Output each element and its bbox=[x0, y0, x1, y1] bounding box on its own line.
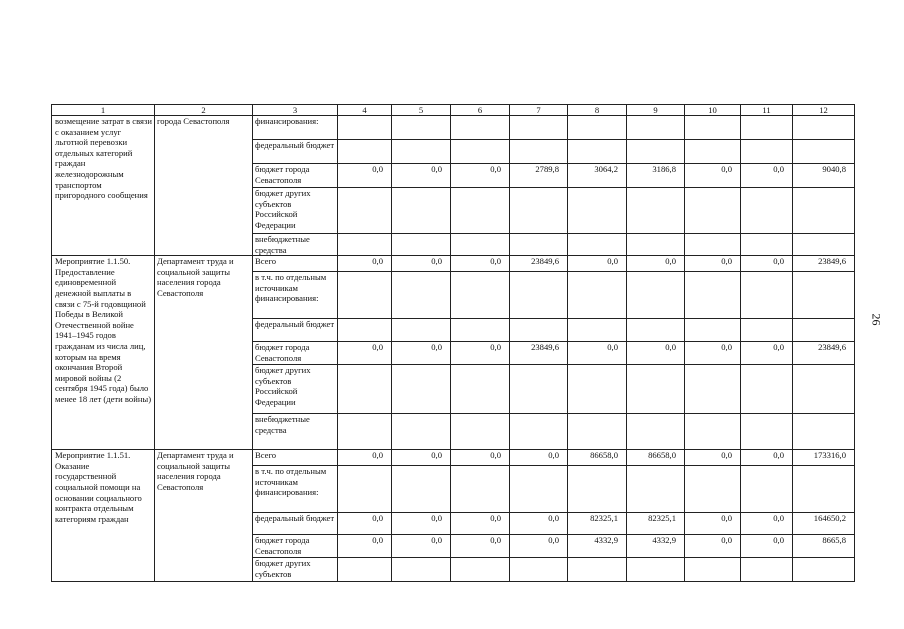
amount-cell: 86658,0 bbox=[568, 450, 627, 466]
funding-source-cell: бюджет других субъектов Российской Федерации bbox=[253, 365, 338, 414]
amount-cell: 23849,6 bbox=[793, 256, 855, 272]
column-number-row bbox=[52, 105, 855, 116]
amount-cell bbox=[451, 558, 510, 582]
amount-cell bbox=[568, 365, 627, 414]
measure-name-cell: Мероприятие 1.1.50. Предоставление единовременной денежной выплаты в связи с 75-й годовщиной Победы в Великой Отечественной войне 1941–1945 годов гражданам из числа лиц, которым на время окончания Второй мировой войны (2 сентября 1945 года) было менее 18 лет (дети войны) bbox=[52, 256, 155, 450]
amount-cell: 2789,8 bbox=[510, 164, 568, 188]
amount-cell bbox=[338, 558, 392, 582]
amount-cell bbox=[338, 414, 392, 450]
funding-source-cell: федеральный бюджет bbox=[253, 513, 338, 535]
amount-cell: 4332,9 bbox=[627, 535, 685, 558]
amount-cell: 4332,9 bbox=[568, 535, 627, 558]
amount-cell bbox=[741, 558, 793, 582]
amount-cell bbox=[741, 116, 793, 140]
funding-source-cell: финансирования: bbox=[253, 116, 338, 140]
amount-cell bbox=[741, 414, 793, 450]
amount-cell: 0,0 bbox=[392, 342, 451, 365]
amount-cell: 0,0 bbox=[451, 256, 510, 272]
amount-cell: 0,0 bbox=[568, 342, 627, 365]
amount-cell bbox=[392, 319, 451, 342]
executor-cell: города Севастополя bbox=[155, 116, 253, 256]
amount-cell bbox=[392, 116, 451, 140]
amount-cell bbox=[338, 466, 392, 513]
amount-cell bbox=[741, 466, 793, 513]
amount-cell bbox=[685, 558, 741, 582]
amount-cell: 173316,0 bbox=[793, 450, 855, 466]
table-row bbox=[52, 450, 855, 466]
amount-cell bbox=[451, 234, 510, 256]
amount-cell bbox=[793, 188, 855, 234]
amount-cell: 0,0 bbox=[741, 342, 793, 365]
amount-cell bbox=[338, 140, 392, 164]
amount-cell bbox=[338, 272, 392, 319]
amount-cell: 3064,2 bbox=[568, 164, 627, 188]
amount-cell bbox=[568, 414, 627, 450]
amount-cell bbox=[793, 558, 855, 582]
funding-source-cell: бюджет других субъектов Российской Федерации bbox=[253, 188, 338, 234]
column-header: 5 bbox=[392, 105, 451, 116]
amount-cell bbox=[510, 140, 568, 164]
amount-cell bbox=[392, 234, 451, 256]
amount-cell bbox=[685, 234, 741, 256]
amount-cell bbox=[627, 558, 685, 582]
amount-cell: 0,0 bbox=[451, 342, 510, 365]
amount-cell bbox=[627, 188, 685, 234]
table-row bbox=[52, 116, 855, 140]
amount-cell: 0,0 bbox=[741, 256, 793, 272]
amount-cell bbox=[741, 234, 793, 256]
amount-cell bbox=[793, 365, 855, 414]
funding-source-cell: в т.ч. по отдельным источникам финансирования: bbox=[253, 466, 338, 513]
amount-cell bbox=[451, 365, 510, 414]
column-header: 9 bbox=[627, 105, 685, 116]
funding-source-cell: бюджет других субъектов bbox=[253, 558, 338, 582]
amount-cell: 0,0 bbox=[392, 256, 451, 272]
amount-cell: 0,0 bbox=[510, 450, 568, 466]
amount-cell: 0,0 bbox=[510, 513, 568, 535]
amount-cell: 0,0 bbox=[685, 342, 741, 365]
amount-cell bbox=[741, 188, 793, 234]
column-header: 3 bbox=[253, 105, 338, 116]
table-body bbox=[52, 105, 855, 582]
amount-cell bbox=[568, 188, 627, 234]
amount-cell bbox=[568, 272, 627, 319]
funding-source-cell: федеральный бюджет bbox=[253, 319, 338, 342]
amount-cell bbox=[510, 414, 568, 450]
amount-cell bbox=[741, 365, 793, 414]
amount-cell bbox=[451, 319, 510, 342]
amount-cell bbox=[685, 272, 741, 319]
amount-cell bbox=[392, 365, 451, 414]
funding-source-cell: федеральный бюджет bbox=[253, 140, 338, 164]
column-header: 6 bbox=[451, 105, 510, 116]
amount-cell bbox=[568, 140, 627, 164]
amount-cell: 0,0 bbox=[685, 256, 741, 272]
amount-cell: 0,0 bbox=[685, 450, 741, 466]
amount-cell: 0,0 bbox=[338, 342, 392, 365]
funding-source-cell: внебюджетные средства bbox=[253, 414, 338, 450]
amount-cell bbox=[392, 272, 451, 319]
amount-cell bbox=[741, 272, 793, 319]
amount-cell: 0,0 bbox=[741, 450, 793, 466]
amount-cell: 0,0 bbox=[338, 450, 392, 466]
executor-cell: Департамент труда и социальной защиты населения города Севастополя bbox=[155, 256, 253, 450]
amount-cell: 3186,8 bbox=[627, 164, 685, 188]
amount-cell bbox=[451, 188, 510, 234]
amount-cell: 164650,2 bbox=[793, 513, 855, 535]
funding-source-cell: Всего bbox=[253, 450, 338, 466]
amount-cell: 0,0 bbox=[338, 164, 392, 188]
amount-cell bbox=[568, 558, 627, 582]
amount-cell: 0,0 bbox=[627, 256, 685, 272]
amount-cell: 9040,8 bbox=[793, 164, 855, 188]
amount-cell bbox=[685, 365, 741, 414]
amount-cell bbox=[392, 188, 451, 234]
amount-cell: 0,0 bbox=[392, 535, 451, 558]
column-header: 7 bbox=[510, 105, 568, 116]
amount-cell bbox=[627, 319, 685, 342]
amount-cell bbox=[627, 365, 685, 414]
amount-cell: 0,0 bbox=[451, 535, 510, 558]
amount-cell bbox=[793, 116, 855, 140]
amount-cell: 23849,6 bbox=[510, 256, 568, 272]
amount-cell: 0,0 bbox=[451, 513, 510, 535]
budget-table bbox=[51, 104, 855, 582]
amount-cell: 0,0 bbox=[392, 513, 451, 535]
amount-cell bbox=[741, 140, 793, 164]
amount-cell bbox=[568, 234, 627, 256]
amount-cell: 0,0 bbox=[568, 256, 627, 272]
column-header: 1 bbox=[52, 105, 155, 116]
amount-cell: 0,0 bbox=[451, 450, 510, 466]
amount-cell bbox=[568, 319, 627, 342]
amount-cell: 82325,1 bbox=[627, 513, 685, 535]
funding-source-cell: внебюджетные средства bbox=[253, 234, 338, 256]
amount-cell bbox=[510, 116, 568, 140]
amount-cell: 0,0 bbox=[685, 535, 741, 558]
amount-cell bbox=[392, 558, 451, 582]
amount-cell: 0,0 bbox=[338, 513, 392, 535]
amount-cell bbox=[510, 319, 568, 342]
amount-cell: 0,0 bbox=[338, 256, 392, 272]
amount-cell bbox=[510, 272, 568, 319]
amount-cell bbox=[392, 140, 451, 164]
amount-cell bbox=[685, 116, 741, 140]
amount-cell bbox=[451, 116, 510, 140]
amount-cell: 0,0 bbox=[451, 164, 510, 188]
measure-name-cell: Мероприятие 1.1.51. Оказание государственной социальной помощи на основании социального контракта отдельным категориям граждан bbox=[52, 450, 155, 582]
amount-cell bbox=[685, 140, 741, 164]
amount-cell: 8665,8 bbox=[793, 535, 855, 558]
funding-source-cell: бюджет города Севастополя bbox=[253, 535, 338, 558]
amount-cell: 0,0 bbox=[510, 535, 568, 558]
column-header: 2 bbox=[155, 105, 253, 116]
amount-cell: 86658,0 bbox=[627, 450, 685, 466]
amount-cell bbox=[627, 414, 685, 450]
amount-cell bbox=[451, 466, 510, 513]
amount-cell bbox=[627, 140, 685, 164]
amount-cell bbox=[510, 188, 568, 234]
amount-cell bbox=[510, 234, 568, 256]
amount-cell: 0,0 bbox=[392, 164, 451, 188]
column-header: 11 bbox=[741, 105, 793, 116]
amount-cell bbox=[627, 466, 685, 513]
amount-cell bbox=[510, 466, 568, 513]
executor-cell: Департамент труда и социальной защиты населения города Севастополя bbox=[155, 450, 253, 582]
amount-cell bbox=[685, 414, 741, 450]
amount-cell bbox=[793, 466, 855, 513]
amount-cell: 0,0 bbox=[741, 535, 793, 558]
column-header: 8 bbox=[568, 105, 627, 116]
column-header: 10 bbox=[685, 105, 741, 116]
amount-cell bbox=[392, 414, 451, 450]
amount-cell: 23849,6 bbox=[793, 342, 855, 365]
amount-cell bbox=[793, 272, 855, 319]
amount-cell bbox=[793, 234, 855, 256]
amount-cell bbox=[685, 319, 741, 342]
amount-cell bbox=[338, 116, 392, 140]
amount-cell bbox=[338, 188, 392, 234]
column-header: 12 bbox=[793, 105, 855, 116]
amount-cell: 0,0 bbox=[685, 513, 741, 535]
amount-cell bbox=[510, 558, 568, 582]
amount-cell bbox=[793, 140, 855, 164]
amount-cell bbox=[338, 319, 392, 342]
amount-cell bbox=[568, 116, 627, 140]
page-number: 26 bbox=[869, 313, 884, 326]
funding-source-cell: в т.ч. по отдельным источникам финансирования: bbox=[253, 272, 338, 319]
funding-source-cell: Всего bbox=[253, 256, 338, 272]
amount-cell: 82325,1 bbox=[568, 513, 627, 535]
amount-cell: 0,0 bbox=[627, 342, 685, 365]
amount-cell bbox=[451, 272, 510, 319]
amount-cell bbox=[338, 234, 392, 256]
amount-cell bbox=[793, 319, 855, 342]
amount-cell bbox=[338, 365, 392, 414]
amount-cell bbox=[685, 466, 741, 513]
funding-source-cell: бюджет города Севастополя bbox=[253, 342, 338, 365]
amount-cell: 0,0 bbox=[392, 450, 451, 466]
table-row bbox=[52, 256, 855, 272]
amount-cell bbox=[392, 466, 451, 513]
amount-cell: 0,0 bbox=[338, 535, 392, 558]
funding-source-cell: бюджет города Севастополя bbox=[253, 164, 338, 188]
amount-cell bbox=[510, 365, 568, 414]
amount-cell: 23849,6 bbox=[510, 342, 568, 365]
amount-cell bbox=[627, 234, 685, 256]
amount-cell bbox=[627, 272, 685, 319]
amount-cell bbox=[741, 319, 793, 342]
amount-cell bbox=[451, 140, 510, 164]
amount-cell: 0,0 bbox=[741, 513, 793, 535]
amount-cell: 0,0 bbox=[741, 164, 793, 188]
amount-cell bbox=[793, 414, 855, 450]
amount-cell bbox=[451, 414, 510, 450]
amount-cell bbox=[568, 466, 627, 513]
amount-cell: 0,0 bbox=[685, 164, 741, 188]
amount-cell bbox=[685, 188, 741, 234]
column-header: 4 bbox=[338, 105, 392, 116]
measure-name-cell: возмещение затрат в связи с оказанием услуг льготной перевозки отдельных категорий граждан железнодорожным транспортом пригородного сообщения bbox=[52, 116, 155, 256]
amount-cell bbox=[627, 116, 685, 140]
